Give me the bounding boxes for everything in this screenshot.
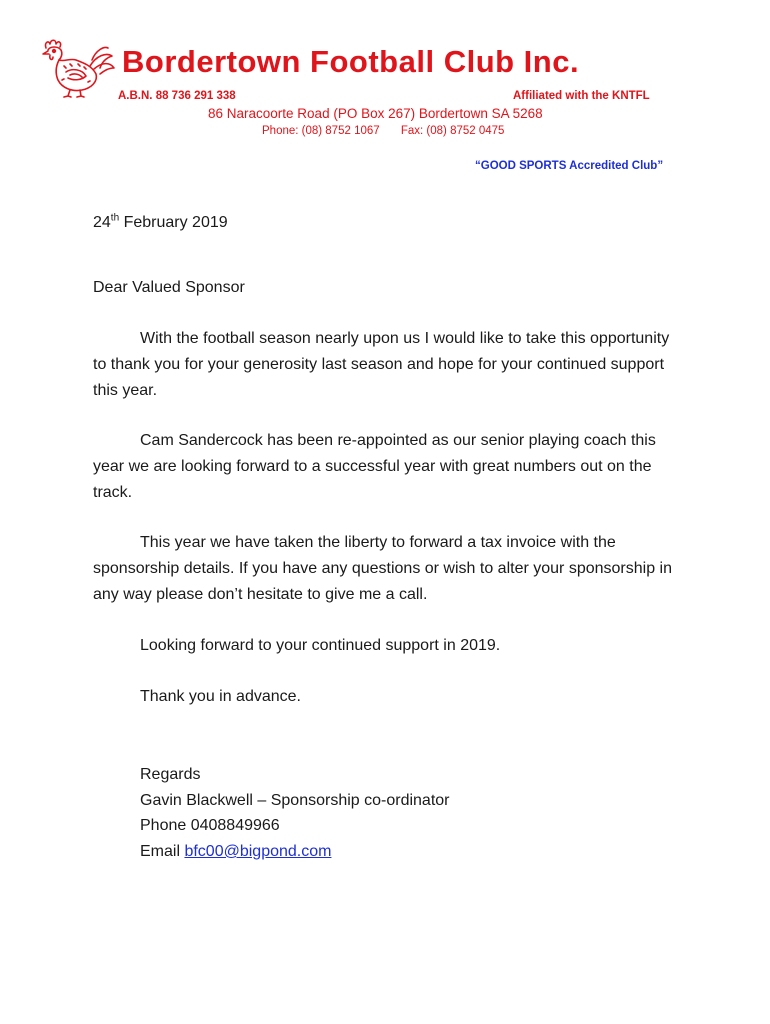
club-contact xyxy=(262,125,504,137)
paragraph-thanks: With the football season nearly upon us I would like to take this opportunity to thank you for your generosity last season and hope for your continued support this year. xyxy=(93,330,670,399)
thanks-line: Thank you in advance. xyxy=(140,688,301,705)
club-address: 86 Naracoorte Road (PO Box 267) Bordertown SA 5268 xyxy=(208,106,543,121)
email-link[interactable]: bfc00@bigpond.com xyxy=(184,843,332,860)
club-phone: Phone: (08) 8752 1067 xyxy=(262,125,380,137)
letter-date xyxy=(93,210,228,236)
signatory-email-line xyxy=(140,839,331,865)
affiliation-text: Affiliated with the KNTFL xyxy=(513,90,650,102)
accreditation-text: “GOOD SPORTS Accredited Club” xyxy=(475,160,664,172)
date-suffix: th xyxy=(110,212,120,224)
date-month-year: February 2019 xyxy=(119,214,228,231)
club-name: Bordertown Football Club Inc. xyxy=(122,44,580,79)
email-label: Email xyxy=(140,843,185,860)
rooster-logo-icon xyxy=(40,36,116,98)
signatory-phone: Phone 0408849966 xyxy=(140,817,280,834)
closing: Regards xyxy=(140,766,201,783)
paragraph-invoice: This year we have taken the liberty to forward a tax invoice with the sponsorship details. If you have any questions or wish to alter your sponsorship in any way please don’t hesitate to give me a call. xyxy=(93,534,672,603)
salutation: Dear Valued Sponsor xyxy=(93,279,245,296)
signatory: Gavin Blackwell – Sponsorship co-ordinator xyxy=(140,792,450,809)
abn-number: A.B.N. 88 736 291 338 xyxy=(118,90,236,102)
club-fax: Fax: (08) 8752 0475 xyxy=(400,125,505,137)
looking-forward-line: Looking forward to your continued support in 2019. xyxy=(140,637,501,654)
paragraph-coach: Cam Sandercock has been re-appointed as our senior playing coach this year we are looking forward to a successful year with great numbers out on the track. xyxy=(93,432,656,501)
date-day: 24 xyxy=(93,214,111,231)
